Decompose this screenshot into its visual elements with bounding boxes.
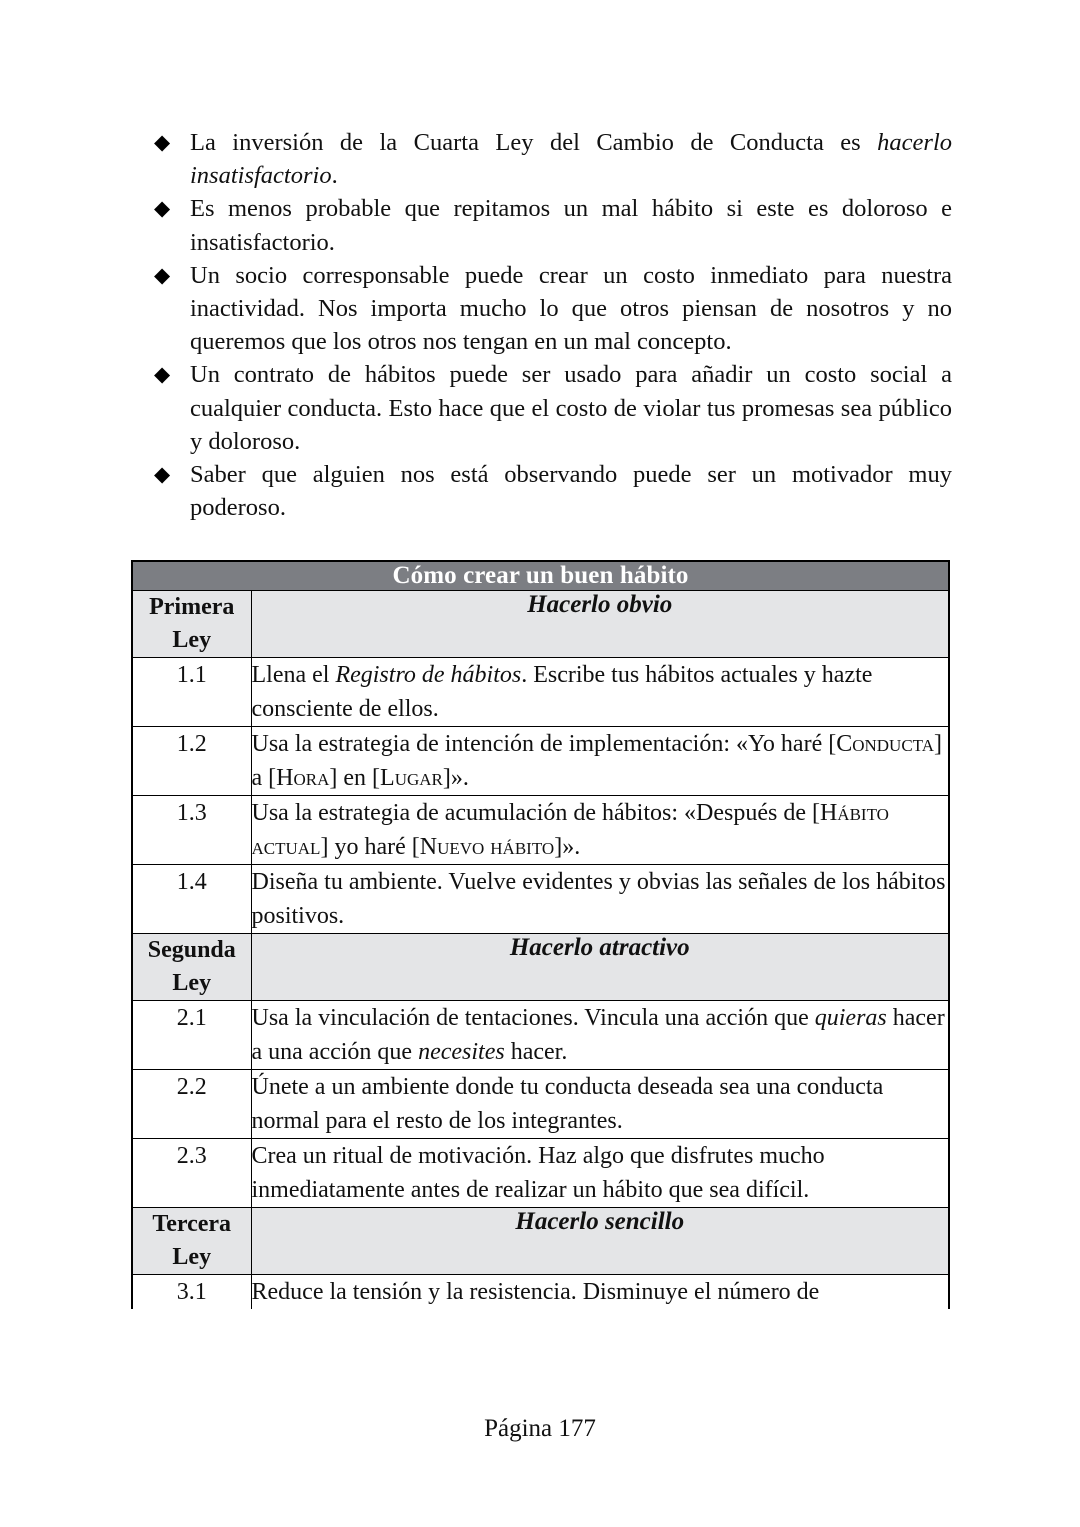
law-title: Hacerlo obvio [251, 591, 949, 658]
law-label: Tercera Ley [132, 1208, 251, 1275]
law-header-row [132, 1208, 949, 1275]
habit-table [131, 560, 950, 1309]
rule-description: Únete a un ambiente donde tu conducta deseada sea una conducta normal para el resto de los integrantes. [251, 1070, 949, 1139]
table-row [132, 865, 949, 934]
rule-number: 1.3 [132, 796, 251, 865]
rule-description: Reduce la tensión y la resistencia. Disminuye el número de [251, 1275, 949, 1310]
bullet-text: La inversión de la Cuarta Ley del Cambio de Conducta es hacerlo insatisfactorio. [190, 129, 952, 190]
table-row [132, 1001, 949, 1070]
table-row [132, 658, 949, 727]
bullet-text: Un contrato de hábitos puede ser usado para añadir un costo social a cualquier conducta. Esto hace que el costo de violar tus promesas sea público y doloroso. [190, 361, 952, 455]
diamond-bullet-icon: ◆ [154, 262, 171, 287]
table-row [132, 796, 949, 865]
bullet-item [152, 192, 952, 258]
bullet-item [152, 458, 952, 524]
table-row [132, 1139, 949, 1208]
rule-description: Usa la vinculación de tentaciones. Vincula una acción que quieras hacer a una acción que necesites hacer. [251, 1001, 949, 1070]
habit-table-title: Cómo crear un buen hábito [132, 561, 949, 591]
bullet-item [152, 358, 952, 458]
bullet-text: Saber que alguien nos está observando puede ser un motivador muy poderoso. [190, 461, 952, 522]
table-row [132, 727, 949, 796]
habit-table-body [132, 591, 949, 1310]
law-title: Hacerlo sencillo [251, 1208, 949, 1275]
bullet-text: Es menos probable que repitamos un mal hábito si este es doloroso e insatisfactorio. [190, 195, 952, 256]
law-label: Segunda Ley [132, 934, 251, 1001]
bullet-text: Un socio corresponsable puede crear un costo inmediato para nuestra inactividad. Nos importa mucho lo que otros piensan de nosotros y no queremos que los otros nos tengan en un mal concepto. [190, 261, 952, 356]
rule-description: Usa la estrategia de acumulación de hábitos: «Después de [Hábito actual] yo haré [Nuevo hábito]». [251, 796, 949, 865]
diamond-bullet-icon: ◆ [154, 196, 171, 221]
rule-description: Llena el Registro de hábitos. Escribe tus hábitos actuales y hazte consciente de ellos. [251, 658, 949, 727]
table-title-row [132, 561, 949, 591]
diamond-bullet-icon: ◆ [154, 362, 171, 387]
diamond-bullet-icon: ◆ [154, 462, 171, 487]
rule-description: Usa la estrategia de intención de implementación: «Yo haré [Conducta] a [Hora] en [Lugar]». [251, 727, 949, 796]
rule-number: 1.2 [132, 727, 251, 796]
rule-number: 2.1 [132, 1001, 251, 1070]
law-label: Primera Ley [132, 591, 251, 658]
page-footer: Página 177 [484, 1415, 596, 1442]
summary-bullet-list [152, 126, 952, 524]
bullet-item [152, 126, 952, 192]
rule-number: 2.2 [132, 1070, 251, 1139]
law-header-row [132, 591, 949, 658]
table-row [132, 1070, 949, 1139]
rule-number: 1.1 [132, 658, 251, 727]
habit-table-head [132, 561, 949, 591]
rule-number: 3.1 [132, 1275, 251, 1310]
bullet-item [152, 259, 952, 359]
rule-number: 2.3 [132, 1139, 251, 1208]
rule-number: 1.4 [132, 865, 251, 934]
table-row [132, 1275, 949, 1310]
law-title: Hacerlo atractivo [251, 934, 949, 1001]
rule-description: Diseña tu ambiente. Vuelve evidentes y obvias las señales de los hábitos positivos. [251, 865, 949, 934]
law-header-row [132, 934, 949, 1001]
rule-description: Crea un ritual de motivación. Haz algo que disfrutes mucho inmediatamente antes de realizar un hábito que sea difícil. [251, 1139, 949, 1208]
diamond-bullet-icon: ◆ [154, 130, 171, 154]
